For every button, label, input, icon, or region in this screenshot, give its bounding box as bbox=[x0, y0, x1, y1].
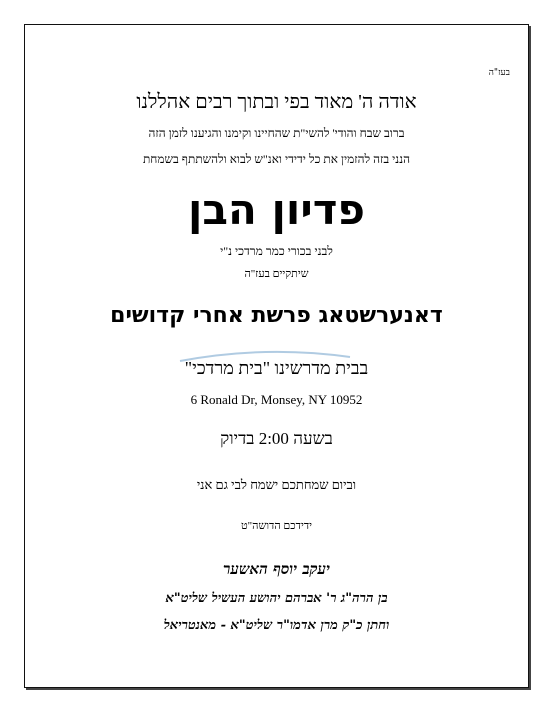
signer-father-in-law: וחתן כ"ק מרן אדמו"ר שליט"א - מאנטריאל bbox=[163, 618, 390, 633]
blessing-line: וביום שמחתכם ישמח לבי גם אני bbox=[196, 477, 357, 492]
signer-father: בן הרה"ג ר' אברהם יהושע העשיל שליט"א bbox=[165, 591, 388, 606]
event-address: 6 Ronald Dr, Monsey, NY 10952 bbox=[190, 392, 363, 407]
bh-line: שיתקיים בעז"ה bbox=[244, 268, 309, 280]
event-day: דאנערשטאג פרשת אחרי קדושים bbox=[110, 303, 443, 328]
invitation-card bbox=[24, 24, 529, 688]
signer-name: יעקב יוסף האשער bbox=[223, 560, 330, 578]
son-line: לבני בכורי כמר מרדכי נ"י bbox=[220, 244, 333, 258]
event-time: בשעה 2:00 בדיוק bbox=[220, 429, 333, 448]
bsd-label: בעז"ה bbox=[488, 68, 510, 78]
event-title: פדיון הבן bbox=[187, 185, 366, 234]
opening-thanks: ברוב שבח והודי' להשי"ת שהחיינו וקימנו והגיענו לזמן הזה bbox=[148, 126, 405, 140]
opening-verse: אודה ה' מאוד בפי ובתוך רבים אהללנו bbox=[136, 91, 417, 113]
event-place: בבית מדרשינו "בית מרדכי" bbox=[184, 358, 369, 378]
friends-line: ידידכם הדושה"ט bbox=[240, 520, 313, 532]
opening-invite: הנני בזה להזמין את כל ידידי ואנ"ש לבוא ולהשתתף בשמחת bbox=[142, 152, 411, 166]
